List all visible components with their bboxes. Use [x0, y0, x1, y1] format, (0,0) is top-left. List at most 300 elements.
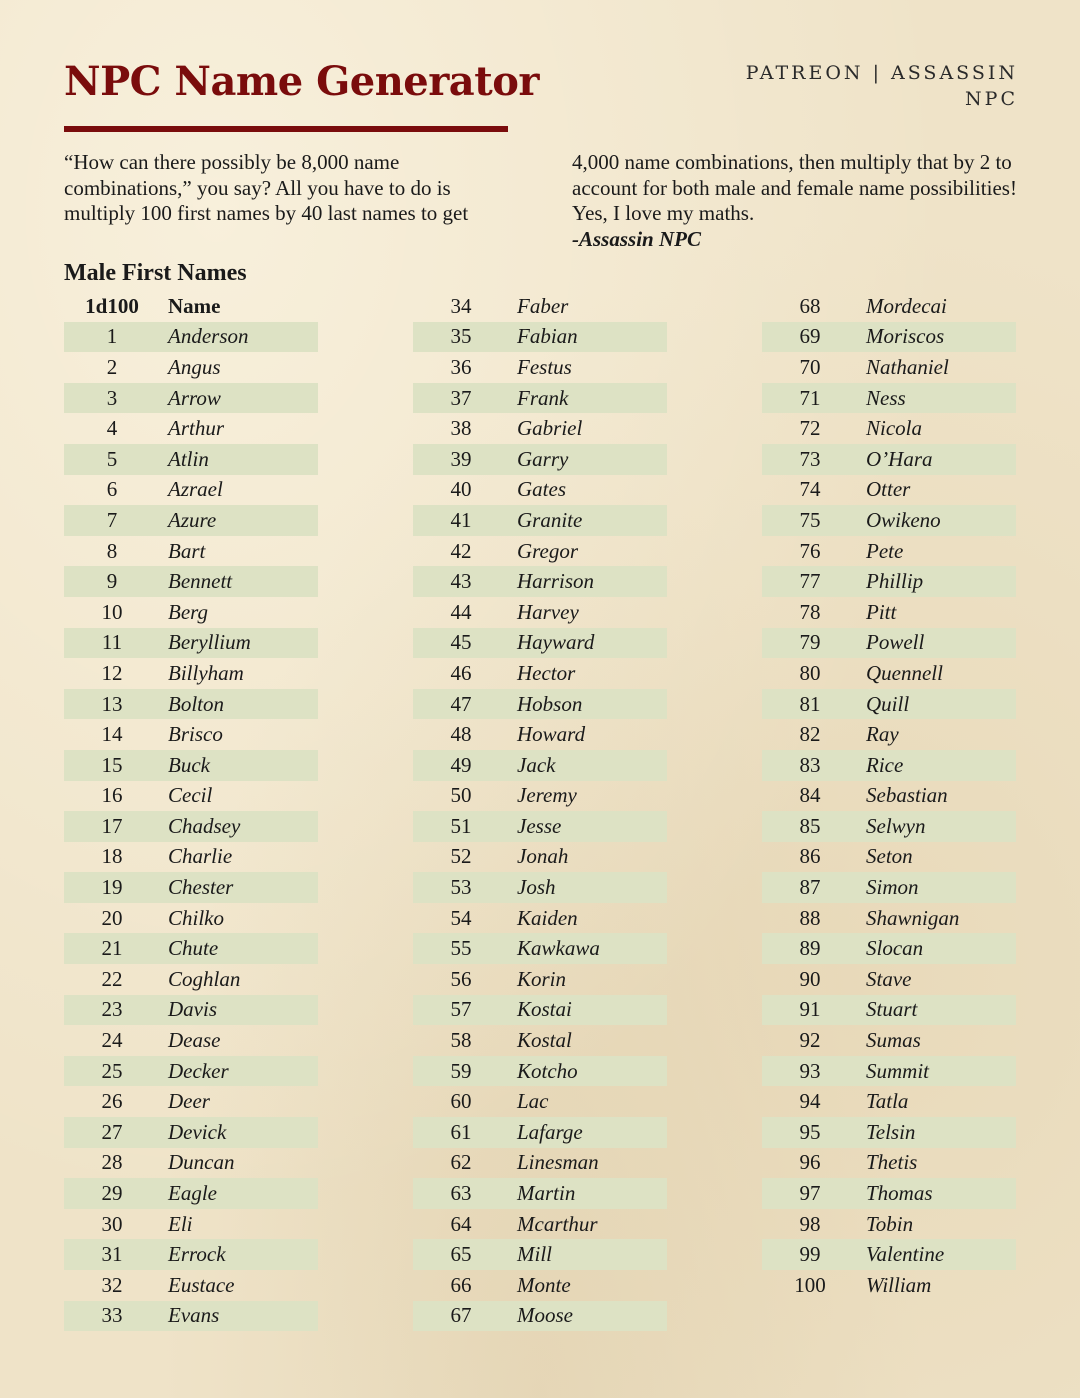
table-row — [413, 1239, 667, 1270]
table-row — [64, 1148, 318, 1179]
table-row — [64, 322, 318, 353]
roll-number: 9 — [106, 569, 118, 594]
first-name: Kotcho — [517, 1058, 578, 1083]
first-name: Nicola — [866, 416, 922, 441]
table-row — [762, 872, 1016, 903]
table-row — [64, 811, 318, 842]
table-row — [762, 475, 1016, 506]
first-name: Chester — [168, 875, 234, 900]
first-name: Fabian — [517, 324, 578, 349]
table-row — [762, 903, 1016, 934]
first-name: Charlie — [168, 844, 233, 869]
table-row — [64, 842, 318, 873]
table-row — [413, 658, 667, 689]
table-row — [762, 1239, 1016, 1270]
table-row — [762, 1209, 1016, 1240]
first-name: Thetis — [866, 1150, 918, 1175]
table-row — [413, 781, 667, 812]
first-name: Valentine — [866, 1242, 945, 1267]
table-row — [64, 750, 318, 781]
first-name: Errock — [168, 1242, 226, 1267]
roll-number: 7 — [106, 507, 118, 532]
roll-number: 96 — [799, 1150, 821, 1175]
roll-number: 27 — [101, 1119, 123, 1144]
roll-number: 3 — [106, 385, 118, 410]
table-row — [762, 933, 1016, 964]
first-name: Gates — [517, 477, 566, 502]
table-row — [762, 811, 1016, 842]
roll-number: 58 — [450, 1028, 472, 1053]
table-row — [64, 1117, 318, 1148]
first-name: Josh — [517, 875, 556, 900]
table-row — [762, 291, 1016, 322]
first-name: Simon — [866, 875, 919, 900]
roll-number: 80 — [799, 660, 821, 685]
first-name: Mill — [517, 1242, 552, 1267]
first-name: Mcarthur — [517, 1211, 598, 1236]
roll-number: 26 — [101, 1089, 123, 1114]
roll-number: 56 — [450, 966, 472, 991]
first-name: Powell — [866, 630, 925, 655]
roll-number: 15 — [101, 752, 123, 777]
name-column-2 — [413, 291, 667, 1331]
table-row — [64, 383, 318, 414]
table-row — [762, 750, 1016, 781]
roll-number: 79 — [799, 630, 821, 655]
table-row — [762, 566, 1016, 597]
first-name: Beryllium — [168, 630, 251, 655]
first-name: Frank — [517, 385, 569, 410]
roll-number: 69 — [799, 324, 821, 349]
roll-number: 74 — [799, 477, 821, 502]
table-row — [64, 1301, 318, 1332]
roll-number: 33 — [101, 1303, 123, 1328]
first-name: Thomas — [866, 1181, 933, 1206]
first-name: Dease — [168, 1028, 221, 1053]
first-name: Granite — [517, 507, 583, 532]
first-name: Kaiden — [517, 905, 578, 930]
roll-number: 98 — [799, 1211, 821, 1236]
first-name: Jack — [517, 752, 556, 777]
roll-number: 82 — [799, 722, 821, 747]
roll-number: 68 — [799, 293, 821, 318]
roll-number: 97 — [799, 1181, 821, 1206]
name-column-header: Name — [168, 293, 221, 318]
roll-number: 49 — [450, 752, 472, 777]
roll-number: 70 — [799, 354, 821, 379]
first-name: Sebastian — [866, 783, 948, 808]
brand-line-1: PATREON | ASSASSIN — [745, 62, 1018, 84]
roll-number: 64 — [450, 1211, 472, 1236]
first-name: Ray — [866, 722, 899, 747]
roll-number: 87 — [799, 875, 821, 900]
roll-number: 90 — [799, 966, 821, 991]
table-row — [413, 1148, 667, 1179]
first-name: Hector — [517, 660, 576, 685]
roll-number: 34 — [450, 293, 472, 318]
roll-number: 10 — [101, 599, 123, 624]
table-row — [762, 597, 1016, 628]
roll-number: 85 — [799, 813, 821, 838]
first-name: Kostal — [517, 1028, 572, 1053]
first-name: Moriscos — [866, 324, 945, 349]
first-name: Azrael — [168, 477, 223, 502]
table-row — [762, 628, 1016, 659]
table-row — [413, 842, 667, 873]
table-row — [64, 444, 318, 475]
roll-number: 17 — [101, 813, 123, 838]
roll-number: 57 — [450, 997, 472, 1022]
page-title: NPC Name Generator — [64, 58, 539, 105]
table-row — [762, 842, 1016, 873]
first-name: Nathaniel — [866, 354, 949, 379]
table-row — [762, 1270, 1016, 1301]
first-name: Devick — [168, 1119, 227, 1144]
roll-number: 52 — [450, 844, 472, 869]
table-row — [413, 689, 667, 720]
roll-number: 91 — [799, 997, 821, 1022]
first-name: Owikeno — [866, 507, 941, 532]
roll-number: 50 — [450, 783, 472, 808]
table-row — [64, 566, 318, 597]
table-row — [762, 1117, 1016, 1148]
first-name: Deer — [168, 1089, 210, 1114]
first-name: Stuart — [866, 997, 918, 1022]
name-column-3 — [762, 291, 1016, 1301]
roll-number: 65 — [450, 1242, 472, 1267]
table-row — [64, 964, 318, 995]
roll-number: 89 — [799, 936, 821, 961]
roll-number: 11 — [101, 630, 123, 655]
first-name: Kostai — [517, 997, 572, 1022]
table-row — [413, 933, 667, 964]
table-row — [64, 781, 318, 812]
section-title: Male First Names — [64, 260, 247, 286]
table-row — [413, 1301, 667, 1332]
first-name: Mordecai — [866, 293, 947, 318]
table-row — [762, 1086, 1016, 1117]
first-name: Chute — [168, 936, 219, 961]
roll-number: 35 — [450, 324, 472, 349]
first-name: Martin — [517, 1181, 576, 1206]
roll-column-header: 1d100 — [85, 293, 139, 318]
roll-number: 6 — [106, 477, 118, 502]
roll-number: 61 — [450, 1119, 472, 1144]
roll-number: 13 — [101, 691, 123, 716]
first-name: Chilko — [168, 905, 224, 930]
table-row — [64, 1086, 318, 1117]
table-row — [762, 781, 1016, 812]
name-column-1 — [64, 291, 318, 1331]
table-row — [413, 995, 667, 1026]
first-name: Eagle — [168, 1181, 217, 1206]
roll-number: 67 — [450, 1303, 472, 1328]
table-row — [64, 597, 318, 628]
first-name: Atlin — [168, 446, 209, 471]
roll-number: 84 — [799, 783, 821, 808]
table-row — [413, 383, 667, 414]
roll-number: 51 — [450, 813, 472, 838]
table-row — [413, 964, 667, 995]
table-row — [64, 1270, 318, 1301]
roll-number: 38 — [450, 416, 472, 441]
table-row — [413, 536, 667, 567]
first-name: Hobson — [517, 691, 583, 716]
first-name: Monte — [517, 1272, 571, 1297]
roll-number: 14 — [101, 722, 123, 747]
first-name: Lac — [517, 1089, 549, 1114]
roll-number: 76 — [799, 538, 821, 563]
table-row — [413, 566, 667, 597]
table-row — [762, 352, 1016, 383]
roll-number: 43 — [450, 569, 472, 594]
roll-number: 88 — [799, 905, 821, 930]
roll-number: 20 — [101, 905, 123, 930]
first-name: Phillip — [866, 569, 924, 594]
first-name: Garry — [517, 446, 569, 471]
table-row — [413, 291, 667, 322]
roll-number: 59 — [450, 1058, 472, 1083]
first-name: Jesse — [517, 813, 562, 838]
roll-number: 30 — [101, 1211, 123, 1236]
roll-number: 24 — [101, 1028, 123, 1053]
table-row — [413, 1178, 667, 1209]
roll-number: 39 — [450, 446, 472, 471]
table-row — [762, 1148, 1016, 1179]
first-name: Otter — [866, 477, 911, 502]
roll-number: 100 — [794, 1272, 826, 1297]
first-name: Billyham — [168, 660, 244, 685]
table-row — [762, 1056, 1016, 1087]
roll-number: 54 — [450, 905, 472, 930]
first-name: Bolton — [168, 691, 224, 716]
first-name: Linesman — [517, 1150, 599, 1175]
roll-number: 86 — [799, 844, 821, 869]
first-name: Ness — [866, 385, 906, 410]
roll-number: 1 — [106, 324, 118, 349]
roll-number: 53 — [450, 875, 472, 900]
first-name: Festus — [517, 354, 572, 379]
table-row — [64, 413, 318, 444]
table-row — [413, 1056, 667, 1087]
title-underline — [64, 126, 508, 132]
first-name: Telsin — [866, 1119, 916, 1144]
table-row — [64, 1025, 318, 1056]
table-row — [64, 689, 318, 720]
first-name: Chadsey — [168, 813, 241, 838]
first-name: Berg — [168, 599, 209, 624]
roll-number: 4 — [106, 416, 118, 441]
table-row — [413, 444, 667, 475]
roll-number: 73 — [799, 446, 821, 471]
table-row — [413, 1025, 667, 1056]
first-name: Eli — [168, 1211, 193, 1236]
table-row — [64, 352, 318, 383]
roll-number: 40 — [450, 477, 472, 502]
first-name: Bennett — [168, 569, 233, 594]
first-name: Tobin — [866, 1211, 914, 1236]
roll-number: 77 — [799, 569, 821, 594]
roll-number: 66 — [450, 1272, 472, 1297]
table-row — [413, 413, 667, 444]
roll-number: 45 — [450, 630, 472, 655]
roll-number: 42 — [450, 538, 472, 563]
roll-number: 99 — [799, 1242, 821, 1267]
first-name: Shawnigan — [866, 905, 960, 930]
table-row — [762, 536, 1016, 567]
table-row — [64, 1178, 318, 1209]
intro-text-right — [572, 150, 1022, 252]
roll-number: 60 — [450, 1089, 472, 1114]
first-name: Evans — [168, 1303, 220, 1328]
table-row — [413, 322, 667, 353]
roll-number: 16 — [101, 783, 123, 808]
first-name: William — [866, 1272, 932, 1297]
table-row — [413, 505, 667, 536]
first-name: Lafarge — [517, 1119, 583, 1144]
first-name: Pete — [866, 538, 904, 563]
roll-number: 36 — [450, 354, 472, 379]
roll-number: 19 — [101, 875, 123, 900]
table-row — [64, 719, 318, 750]
table-row — [413, 872, 667, 903]
roll-number: 63 — [450, 1181, 472, 1206]
roll-number: 72 — [799, 416, 821, 441]
table-row — [762, 322, 1016, 353]
intro-text-right-body: 4,000 name combinations, then multiply that by 2 to account for both male and female name possibilities! Yes, I love my maths. — [572, 150, 1017, 225]
table-row — [762, 505, 1016, 536]
roll-number: 37 — [450, 385, 472, 410]
table-row — [413, 1086, 667, 1117]
roll-number: 31 — [101, 1242, 123, 1267]
table-row — [64, 628, 318, 659]
roll-number: 78 — [799, 599, 821, 624]
table-row — [762, 995, 1016, 1026]
first-name: Buck — [168, 752, 210, 777]
first-name: Coghlan — [168, 966, 241, 991]
first-name: Angus — [168, 354, 221, 379]
table-row — [64, 903, 318, 934]
table-row — [64, 933, 318, 964]
table-row — [64, 658, 318, 689]
first-name: Faber — [517, 293, 569, 318]
first-name: Jeremy — [517, 783, 577, 808]
first-name: Rice — [866, 752, 904, 777]
first-name: Summit — [866, 1058, 929, 1083]
first-name: Tatla — [866, 1089, 909, 1114]
table-row — [762, 689, 1016, 720]
first-name: Seton — [866, 844, 913, 869]
roll-number: 47 — [450, 691, 472, 716]
first-name: Sumas — [866, 1028, 921, 1053]
first-name: Howard — [517, 722, 586, 747]
first-name: Duncan — [168, 1150, 235, 1175]
first-name: Decker — [168, 1058, 229, 1083]
table-row — [64, 475, 318, 506]
table-row — [413, 352, 667, 383]
roll-number: 41 — [450, 507, 472, 532]
first-name: Arrow — [168, 385, 221, 410]
table-row — [64, 536, 318, 567]
roll-number: 94 — [799, 1089, 821, 1114]
table-row — [413, 1117, 667, 1148]
table-row — [762, 1178, 1016, 1209]
first-name: Gregor — [517, 538, 579, 563]
roll-number: 92 — [799, 1028, 821, 1053]
first-name: Korin — [517, 966, 567, 991]
roll-number: 62 — [450, 1150, 472, 1175]
roll-number: 93 — [799, 1058, 821, 1083]
roll-number: 23 — [101, 997, 123, 1022]
first-name: Quill — [866, 691, 910, 716]
roll-number: 25 — [101, 1058, 123, 1083]
first-name: Anderson — [168, 324, 249, 349]
table-row — [64, 872, 318, 903]
table-row — [762, 964, 1016, 995]
first-name: Eustace — [168, 1272, 235, 1297]
roll-number: 44 — [450, 599, 472, 624]
roll-number: 12 — [101, 660, 123, 685]
first-name: Brisco — [168, 722, 223, 747]
roll-number: 2 — [106, 354, 118, 379]
table-row — [762, 719, 1016, 750]
table-row — [413, 475, 667, 506]
roll-number: 83 — [799, 752, 821, 777]
first-name: Bart — [168, 538, 206, 563]
table-row — [762, 413, 1016, 444]
author-signature: -Assassin NPC — [572, 226, 701, 251]
roll-number: 75 — [799, 507, 821, 532]
roll-number: 5 — [106, 446, 118, 471]
first-name: Kawkawa — [517, 936, 600, 961]
brand-credit — [718, 60, 1018, 112]
roll-number: 21 — [101, 936, 123, 961]
roll-number: 46 — [450, 660, 472, 685]
table-row — [64, 1239, 318, 1270]
first-name: Stave — [866, 966, 912, 991]
roll-number: 95 — [799, 1119, 821, 1144]
table-row — [413, 903, 667, 934]
table-row — [64, 505, 318, 536]
roll-number: 22 — [101, 966, 123, 991]
table-row — [413, 750, 667, 781]
table-row — [64, 1209, 318, 1240]
first-name: Cecil — [168, 783, 213, 808]
first-name: Jonah — [517, 844, 569, 869]
table-row — [762, 444, 1016, 475]
first-name: Harvey — [517, 599, 579, 624]
table-row — [762, 658, 1016, 689]
first-name: Azure — [168, 507, 217, 532]
first-name: Harrison — [517, 569, 595, 594]
first-name: Slocan — [866, 936, 924, 961]
table-row — [413, 628, 667, 659]
intro-text-left: “How can there possibly be 8,000 name combinations,” you say? All you have to do is multiply 100 first names by 40 last names to get — [64, 150, 469, 225]
brand-line-2: NPC — [965, 88, 1018, 110]
roll-number: 28 — [101, 1150, 123, 1175]
table-row — [64, 995, 318, 1026]
roll-number: 8 — [106, 538, 118, 563]
first-name: Moose — [517, 1303, 573, 1328]
roll-number: 48 — [450, 722, 472, 747]
roll-number: 81 — [799, 691, 821, 716]
roll-number: 32 — [101, 1272, 123, 1297]
table-row — [64, 1056, 318, 1087]
roll-number: 55 — [450, 936, 472, 961]
table-row — [413, 719, 667, 750]
roll-number: 71 — [799, 385, 821, 410]
roll-number: 29 — [101, 1181, 123, 1206]
